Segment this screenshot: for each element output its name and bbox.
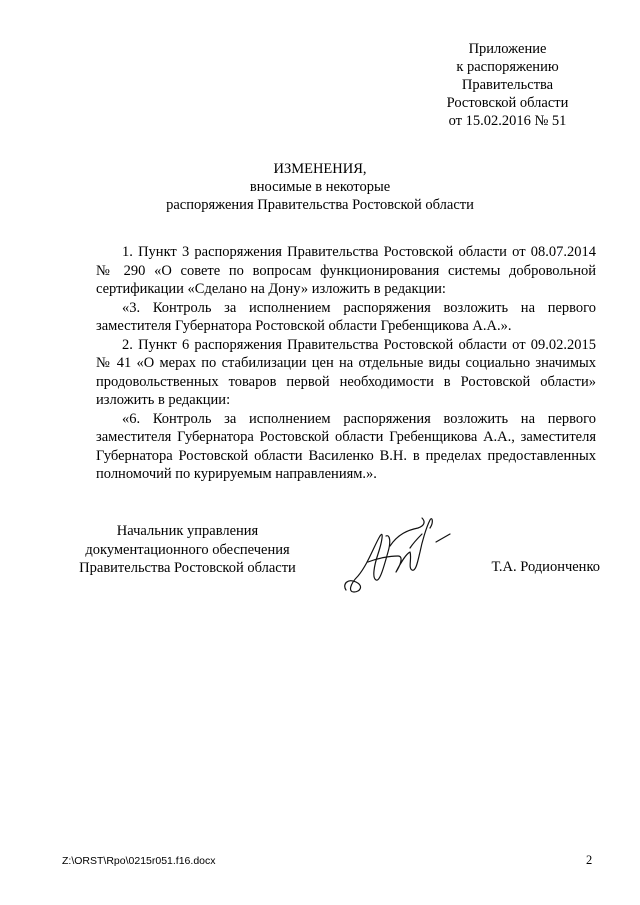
appendix-line: к распоряжению (456, 59, 559, 75)
signer-name: Т.А. Родионченко (491, 559, 600, 575)
paragraph-2: 2. Пункт 6 распоряжения Правительства Ростовской области от 09.02.2015 № 41 «О мерах по стабилизации цен на отдельные виды социально значимых продовольственных товаров первой необходимости в Ростовской области» изложить в редакции: (96, 336, 596, 408)
signer-position (65, 522, 310, 578)
signer-position-line: Начальник управления (116, 523, 259, 539)
paragraph-2-quote: «6. Контроль за исполнением распоряжения возложить на первого заместителя Губернатора Ростовской области Гребенщикова А.А., заместителя Губернатора Ростовской области Василенко В.Н. в пределах предоставленных полномочий по курируемым направлениям.». (96, 410, 596, 482)
document-body (96, 243, 596, 484)
signer-position-line: Правительства Ростовской области (79, 560, 296, 576)
document-title: ИЗМЕНЕНИЯ, (273, 161, 367, 177)
handwritten-signature (338, 512, 458, 596)
heading-line: вносимые в некоторые (249, 179, 391, 195)
appendix-reference (405, 40, 610, 130)
page-number: 2 (586, 853, 593, 867)
appendix-line: Правительства (461, 77, 554, 93)
appendix-line: Ростовской области (446, 95, 569, 111)
appendix-date-number: от 15.02.2016 № 51 (448, 113, 567, 129)
heading-line: распоряжения Правительства Ростовской области (166, 197, 474, 213)
paragraph-1: 1. Пункт 3 распоряжения Правительства Ростовской области от 08.07.2014 № 290 «О совете по вопросам функционирования системы добровольной сертификации «Сделано на Дону» изложить в редакции: (96, 244, 596, 297)
appendix-line: Приложение (468, 41, 547, 57)
signer-position-line: документационного обеспечения (85, 541, 290, 558)
paragraph-1-quote: «3. Контроль за исполнением распоряжения возложить на первого заместителя Губернатора Ростовской области Гребенщикова А.А.». (96, 299, 596, 334)
footer-file-path: Z:\ORST\Rpo\0215r051.f16.docx (62, 855, 216, 867)
document-heading (0, 160, 640, 214)
